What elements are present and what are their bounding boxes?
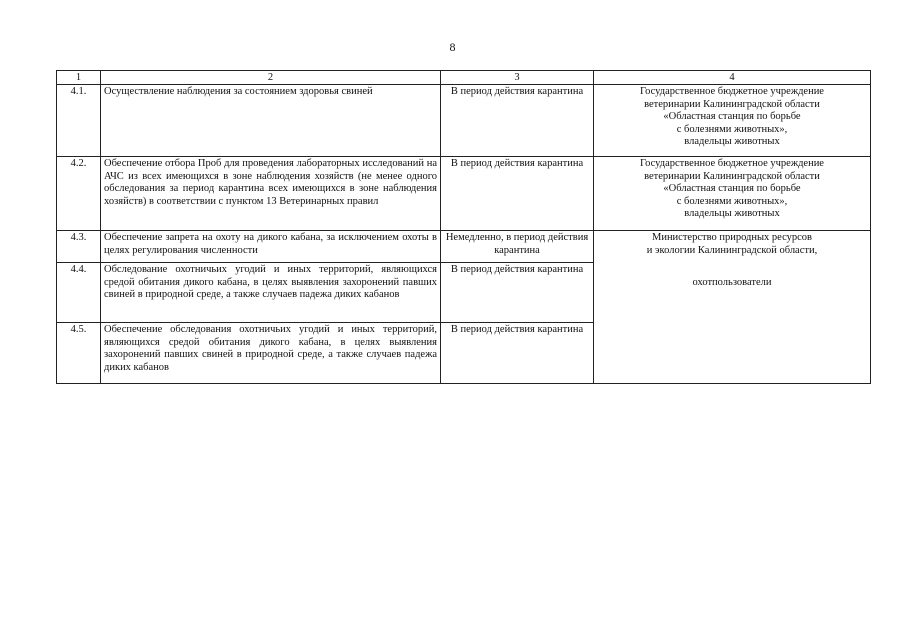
table-row (57, 157, 871, 231)
header-cell-1: 1 (57, 71, 101, 85)
row-period: Немедленно, в период действия карантина (441, 231, 594, 263)
row-number: 4.5. (57, 323, 101, 384)
row-measure: Обеспечение обследования охотничьих угодий и иных территорий, являющихся средой обитания дикого кабана, в целях выявления захоронений павших свиней в природной среде, а также случаев падежа диких кабанов (101, 323, 441, 384)
responsible-line: и экологии Калининградской области, (646, 244, 818, 256)
responsible-line: с болезнями животных», (676, 195, 788, 207)
row-measure: Обеспечение запрета на охоту на дикого кабана, за исключением охоты в целях регулирования численности (101, 231, 441, 263)
row-measure: Обеспечение отбора Проб для проведения лабораторных исследований на АЧС из всех имеющихся в зоне наблюдения хозяйств (не менее одного обследования за период карантина всех имеющихся в зоне наблюдения хозяйств) в соответствии с пунктом 13 Ветеринарных правил (101, 157, 441, 231)
responsible-line: Министерство природных ресурсов (651, 232, 812, 243)
responsible-line: ветеринарии Калининградской области (644, 98, 820, 110)
responsible-line: Государственное бюджетное учреждение (640, 86, 824, 97)
row-period: В период действия карантина (441, 157, 594, 231)
responsible-line: «Областная станция по борьбе (663, 111, 801, 122)
header-cell-3: 3 (441, 71, 594, 85)
row-measure: Обследование охотничьих угодий и иных территорий, являющихся средой обитания дикого кабана, в целях выявления захоронений павших свиней в природной среде, а также случаев падежа диких кабанов (101, 263, 441, 323)
responsible-line: ветеринарии Калининградской области (644, 170, 820, 182)
row-number: 4.1. (57, 85, 101, 157)
table-header-row (57, 71, 871, 85)
row-responsible (594, 231, 871, 384)
row-period: В период действия карантина (441, 85, 594, 157)
responsible-line: владельцы животных (684, 208, 780, 219)
row-period: В период действия карантина (441, 323, 594, 384)
row-measure: Осуществление наблюдения за состоянием здоровья свиней (101, 85, 441, 157)
page-number: 8 (449, 40, 456, 54)
row-number: 4.3. (57, 231, 101, 263)
measures-table (56, 70, 871, 384)
table-row (57, 231, 871, 263)
responsible-line: владельцы животных (684, 136, 780, 147)
responsible-line: «Областная станция по борьбе (663, 183, 801, 194)
row-responsible (594, 85, 871, 157)
responsible-line: Государственное бюджетное учреждение (640, 158, 824, 169)
row-number: 4.2. (57, 157, 101, 231)
row-period: В период действия карантина (441, 263, 594, 323)
row-number: 4.4. (57, 263, 101, 323)
responsible-line: с болезнями животных», (676, 123, 788, 135)
header-cell-4: 4 (594, 71, 871, 85)
table-row (57, 85, 871, 157)
header-cell-2: 2 (101, 71, 441, 85)
row-responsible (594, 157, 871, 231)
responsible-line: охотпользователи (692, 277, 772, 288)
